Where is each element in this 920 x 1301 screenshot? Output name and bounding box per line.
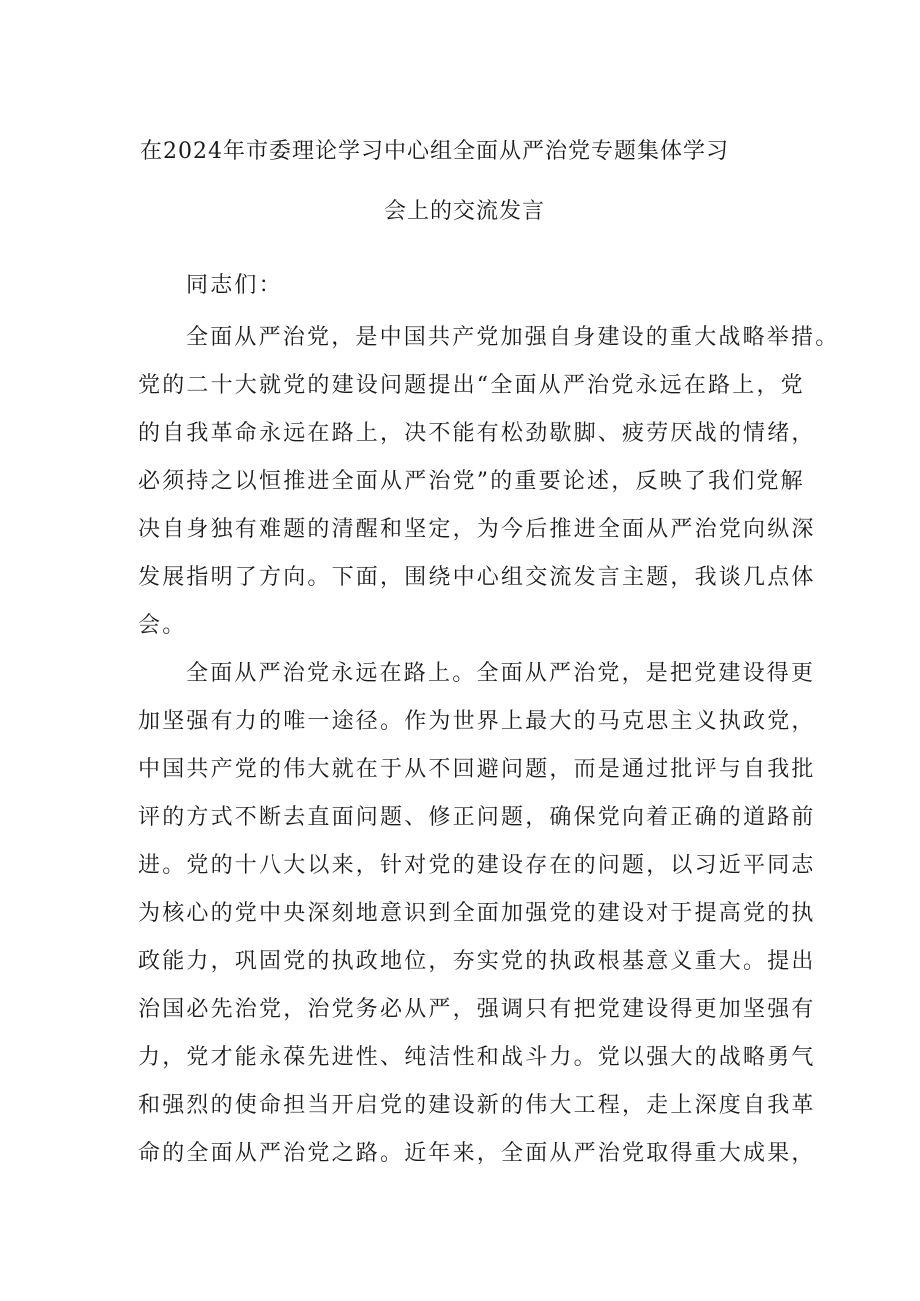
paragraph-1-line-2: 党的二十大就党的建设问题提出“全面从严治党永远在路上，党 <box>138 373 805 398</box>
paragraph-2-line-2: 加坚强有力的唯一途径。作为世界上最大的马克思主义执政党， <box>138 709 816 734</box>
paragraph-2-line-9: 力，党才能永葆先进性、纯洁性和战斗力。党以强大的战略勇气 <box>138 1045 816 1070</box>
paragraph-2-line-10: 和强烈的使命担当开启党的建设新的伟大工程，走上深度自我革 <box>138 1093 816 1118</box>
document-title-line-1: 在2024年市委理论学习中心组全面从严治党专题集体学习 <box>140 139 729 164</box>
salutation: 同志们： <box>186 273 283 298</box>
paragraph-1-line-3: 的自我革命永远在路上，决不能有松劲歇脚、疲劳厌战的情绪， <box>138 421 816 446</box>
paragraph-2-line-8: 治国必先治党，治党务必从严，强调只有把党建设得更加坚强有 <box>138 997 816 1022</box>
paragraph-1-line-1: 全面从严治党，是中国共产党加强自身建设的重大战略举措。 <box>186 325 840 350</box>
paragraph-1-line-5: 决自身独有难题的清醒和坚定，为今后推进全面从严治党向纵深 <box>138 517 816 542</box>
paragraph-2-line-4: 评的方式不断去直面问题、修正问题，确保党向着正确的道路前 <box>138 805 816 830</box>
paragraph-2-line-7: 政能力，巩固党的执政地位，夯实党的执政根基意义重大。提出 <box>138 949 816 974</box>
paragraph-2-line-1: 全面从严治党永远在路上。全面从严治党，是把党建设得更 <box>186 661 816 686</box>
paragraph-1-line-6: 发展指明了方向。下面，围绕中心组交流发言主题，我谈几点体 <box>138 565 816 590</box>
document-title-line-2: 会上的交流发言 <box>384 199 546 224</box>
paragraph-2-line-5: 进。党的十八大以来，针对党的建设存在的问题，以习近平同志 <box>138 853 816 878</box>
paragraph-1-line-4: 必须持之以恒推进全面从严治党”的重要论述，反映了我们党解 <box>138 469 805 494</box>
paragraph-2-line-6: 为核心的党中央深刻地意识到全面加强党的建设对于提高党的执 <box>138 901 816 926</box>
paragraph-2-line-11: 命的全面从严治党之路。近年来，全面从严治党取得重大成果， <box>138 1141 816 1166</box>
paragraph-2-line-3: 中国共产党的伟大就在于从不回避问题，而是通过批评与自我批 <box>138 757 816 782</box>
paragraph-1-line-7: 会。 <box>138 613 187 638</box>
